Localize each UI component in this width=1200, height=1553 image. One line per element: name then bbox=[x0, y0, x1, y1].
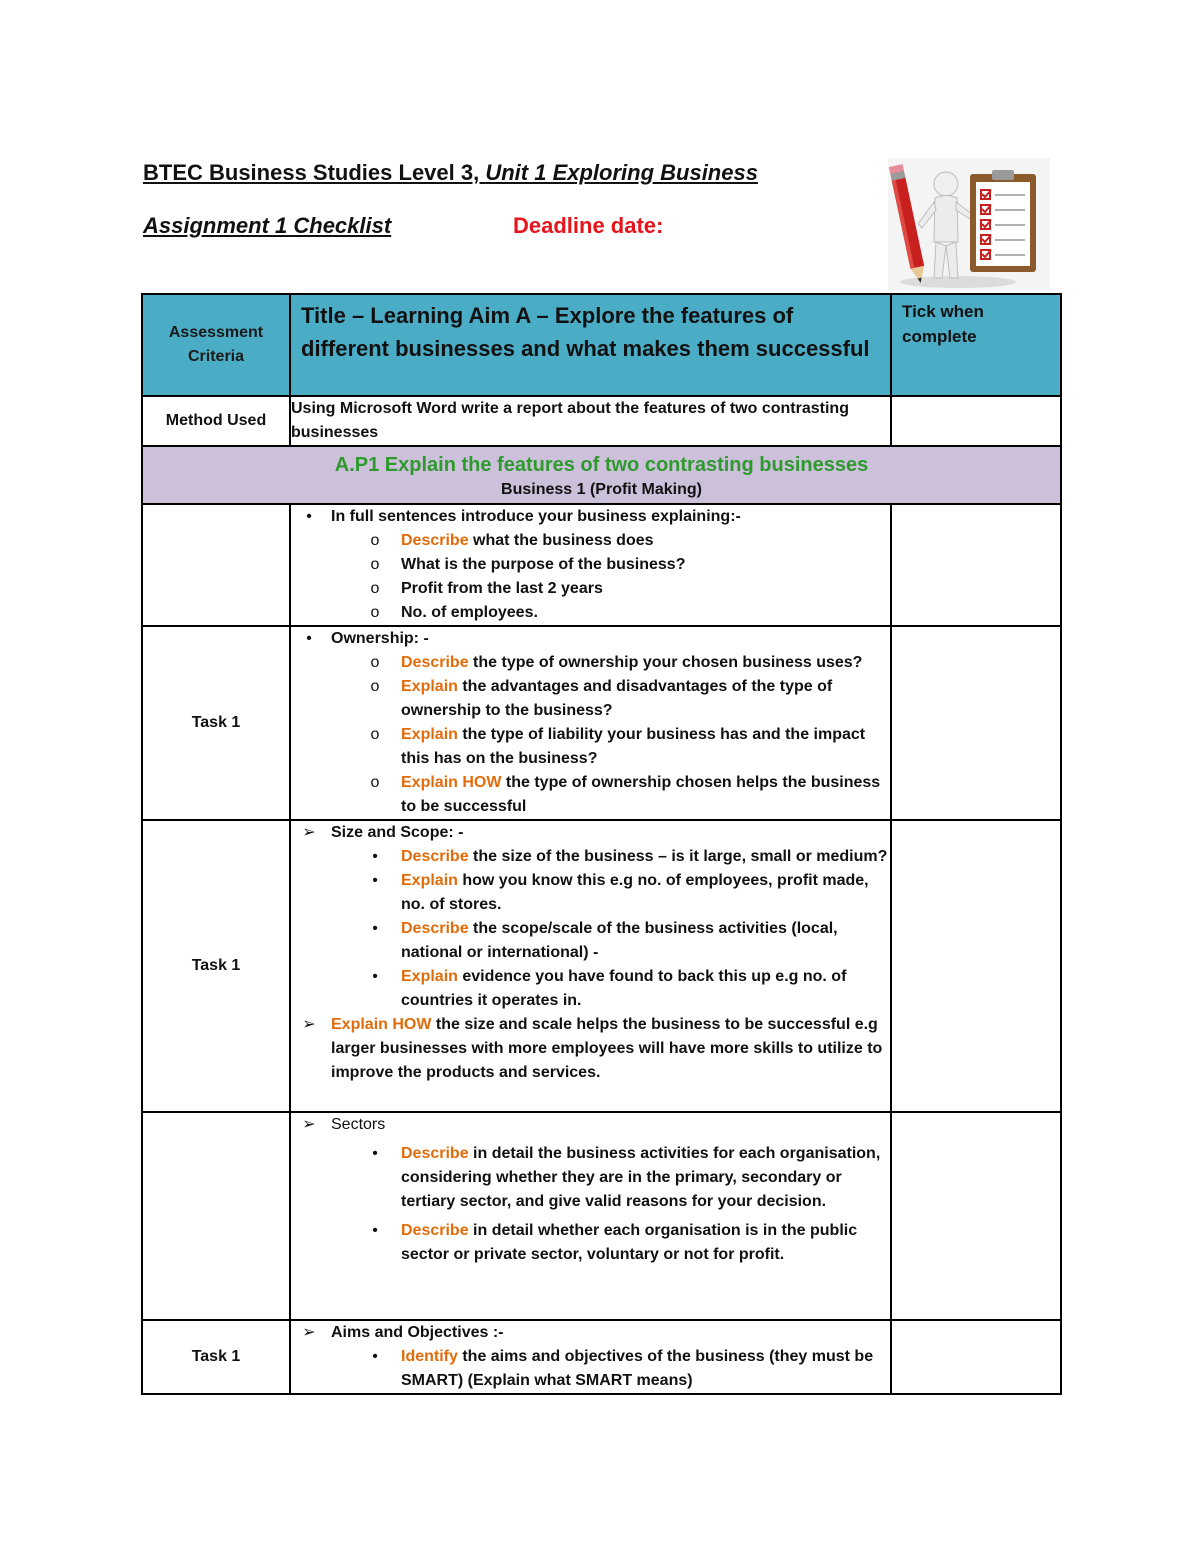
list-item: o What is the purpose of the business? bbox=[370, 556, 686, 573]
list-item: ➢ Aims and Objectives :- bbox=[302, 1324, 504, 1341]
table-row bbox=[142, 820, 1061, 1112]
row-label bbox=[142, 1112, 290, 1320]
checklist-figure-with-pencil-icon bbox=[888, 158, 1050, 290]
list-item: • Describe in detail the business activities for each organisation, considering whether they are in the primary, secondary or tertiary sector, and give valid reasons for your decision. bbox=[372, 1145, 881, 1210]
list-item: • Ownership: - bbox=[306, 630, 429, 647]
method-row bbox=[142, 396, 1061, 446]
method-text: Using Microsoft Word write a report about the features of two contrasting businesses bbox=[290, 396, 891, 446]
tick-header: Tick when complete bbox=[891, 294, 1061, 396]
table-row bbox=[142, 1320, 1061, 1394]
row-content bbox=[290, 820, 891, 1112]
row-label: Task 1 bbox=[142, 1320, 290, 1394]
row-content bbox=[290, 1112, 891, 1320]
list-item: • Describe the scope/scale of the business activities (local, national or international) - bbox=[372, 920, 838, 961]
tick-box[interactable] bbox=[891, 1112, 1061, 1320]
criteria-header: Assessment Criteria bbox=[142, 294, 290, 396]
row-content bbox=[290, 1320, 891, 1394]
section-subtitle: Business 1 (Profit Making) bbox=[501, 481, 702, 498]
list-item: o Describe what the business does bbox=[370, 532, 654, 549]
list-item: o Explain the type of liability your business has and the impact this has on the business? bbox=[370, 726, 866, 767]
list-item: o Explain HOW the type of ownership chosen helps the business to be successful bbox=[370, 774, 881, 815]
list-item: ➢ Sectors bbox=[302, 1116, 386, 1133]
document-title: BTEC Business Studies Level 3, Unit 1 Exploring Business bbox=[143, 160, 758, 185]
tick-box[interactable] bbox=[891, 396, 1061, 446]
assessment-checklist-table bbox=[141, 293, 1062, 1395]
tick-box[interactable] bbox=[891, 1320, 1061, 1394]
list-item: o No. of employees. bbox=[370, 604, 538, 621]
section-cell bbox=[142, 446, 1061, 504]
list-item: o Describe the type of ownership your chosen business uses? bbox=[370, 654, 863, 671]
list-item: • In full sentences introduce your business explaining:- bbox=[306, 508, 741, 525]
row-content bbox=[290, 504, 891, 626]
tick-box[interactable] bbox=[891, 626, 1061, 820]
list-item: • Explain evidence you have found to back this up e.g no. of countries it operates in. bbox=[372, 968, 847, 1009]
table-header-row bbox=[142, 294, 1061, 396]
learning-aim-title: Title – Learning Aim A – Explore the features of different businesses and what makes them successful bbox=[290, 294, 891, 396]
list-item: • Identify the aims and objectives of the business (they must be SMART) (Explain what SMART means) bbox=[372, 1348, 874, 1389]
row-label: Task 1 bbox=[142, 820, 290, 1112]
tick-box[interactable] bbox=[891, 820, 1061, 1112]
list-item: ➢ Explain HOW the size and scale helps the business to be successful e.g larger businesses with more employees will have more skills to utilize to improve the products and services. bbox=[302, 1016, 883, 1081]
row-label bbox=[142, 504, 290, 626]
method-label: Method Used bbox=[142, 396, 290, 446]
list-item: ➢ Size and Scope: - bbox=[302, 824, 464, 841]
table-row bbox=[142, 1112, 1061, 1320]
row-label: Task 1 bbox=[142, 626, 290, 820]
section-title: A.P1 Explain the features of two contrasting businesses bbox=[334, 454, 869, 476]
tick-box[interactable] bbox=[891, 504, 1061, 626]
list-item: • Describe the size of the business – is it large, small or medium? bbox=[372, 848, 888, 865]
table-row bbox=[142, 504, 1061, 626]
table-row bbox=[142, 626, 1061, 820]
section-row bbox=[142, 446, 1061, 504]
list-item: o Explain the advantages and disadvantages of the type of ownership to the business? bbox=[370, 678, 833, 719]
list-item: • Explain how you know this e.g no. of employees, profit made, no. of stores. bbox=[372, 872, 869, 913]
list-item: • Describe in detail whether each organisation is in the public sector or private sector, voluntary or not for profit. bbox=[372, 1222, 858, 1263]
assignment-title: Assignment 1 Checklist bbox=[143, 213, 392, 238]
list-item: o Profit from the last 2 years bbox=[370, 580, 603, 597]
deadline-label: Deadline date: bbox=[513, 213, 664, 238]
row-content bbox=[290, 626, 891, 820]
